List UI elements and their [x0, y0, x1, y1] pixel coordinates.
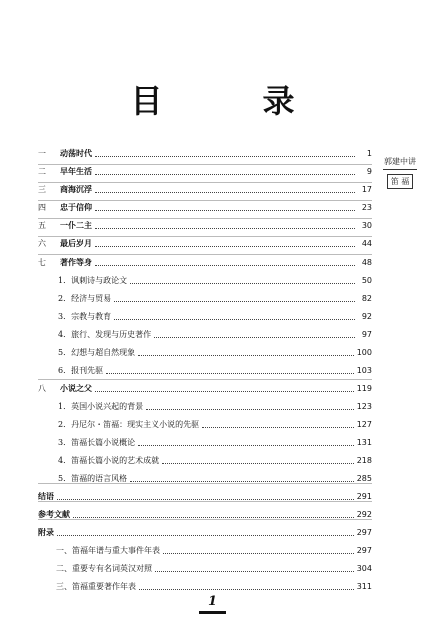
entry-label: 小说之父 — [60, 384, 92, 393]
page-ref: 131 — [356, 438, 372, 447]
toc-entry[interactable] — [38, 233, 372, 250]
toc-entry[interactable] — [38, 161, 372, 178]
entry-label: 早年生活 — [60, 167, 92, 176]
leader-dots — [95, 155, 355, 157]
page-ref: 30 — [361, 221, 372, 230]
leader-dots — [138, 444, 354, 446]
toc-entry[interactable] — [38, 143, 372, 160]
page-ref: 297 — [356, 528, 372, 537]
leader-dots — [95, 191, 355, 193]
leader-dots — [154, 336, 355, 338]
toc-entry[interactable] — [38, 378, 372, 395]
leader-dots — [114, 300, 355, 302]
entry-label: 4．旅行、发现与历史著作 — [58, 330, 152, 339]
entry-label: 5．笛福的语言风格 — [58, 474, 128, 483]
chapter-number: 一 — [38, 149, 46, 158]
entry-label: 1．讽刺诗与政论文 — [58, 276, 128, 285]
entry-label: 6．报刊先驱 — [58, 366, 104, 375]
entry-label: 著作等身 — [60, 258, 92, 267]
leader-dots — [114, 318, 355, 320]
entry-label: 动荡时代 — [60, 149, 92, 158]
toc-entry[interactable] — [38, 215, 372, 232]
page-ref: 218 — [356, 456, 372, 465]
toc-subentry[interactable] — [56, 540, 372, 557]
leader-dots — [95, 390, 354, 392]
toc-entry[interactable] — [38, 179, 372, 196]
page-ref: 123 — [356, 402, 372, 411]
toc-entry[interactable] — [38, 197, 372, 214]
leader-dots — [139, 588, 354, 590]
chapter-number: 三 — [38, 185, 46, 194]
toc-entry[interactable] — [38, 252, 372, 269]
page-ref: 127 — [356, 420, 372, 429]
leader-dots — [95, 245, 355, 247]
toc-subentry[interactable] — [56, 576, 372, 593]
toc-subentry[interactable] — [58, 306, 372, 323]
page-number: 1 — [207, 594, 218, 609]
leader-dots — [95, 227, 355, 229]
page-ref: 1 — [366, 149, 372, 158]
page-ref: 82 — [361, 294, 372, 303]
toc-subentry[interactable] — [58, 288, 372, 305]
page-ref: 291 — [356, 492, 372, 501]
side-tab-author: 笛 福 — [387, 174, 414, 189]
page-ref: 119 — [356, 384, 372, 393]
side-tab — [383, 156, 417, 189]
entry-label: 5．幻想与超自然现象 — [58, 348, 136, 357]
leader-dots — [163, 552, 354, 554]
entry-label: 商海沉浮 — [60, 185, 92, 194]
page-ref: 100 — [356, 348, 372, 357]
toc-entry[interactable] — [38, 486, 372, 503]
page-ref: 285 — [356, 474, 372, 483]
leader-dots — [130, 480, 354, 482]
toc-subentry[interactable] — [58, 414, 372, 431]
page-ref: 92 — [361, 312, 372, 321]
entry-label: 2．经济与贸易 — [58, 294, 112, 303]
entry-label: 4．笛福长篇小说的艺术成就 — [58, 456, 160, 465]
page-ref: 9 — [366, 167, 372, 176]
toc-entry[interactable] — [38, 504, 372, 521]
leader-dots — [162, 462, 354, 464]
page-ref: 17 — [361, 185, 372, 194]
leader-dots — [95, 209, 355, 211]
toc-subentry[interactable] — [58, 360, 372, 377]
toc-subentry[interactable] — [56, 558, 372, 575]
chapter-number: 二 — [38, 167, 46, 176]
page-ref: 103 — [356, 366, 372, 375]
toc-subentry[interactable] — [58, 342, 372, 359]
chapter-number: 六 — [38, 239, 46, 248]
page-ref: 297 — [356, 546, 372, 555]
toc-subentry[interactable] — [58, 468, 372, 485]
chapter-number: 四 — [38, 203, 46, 212]
leader-dots — [73, 516, 354, 518]
toc-entry[interactable] — [38, 522, 372, 539]
page-ref: 44 — [361, 239, 372, 248]
leader-dots — [202, 426, 354, 428]
leader-dots — [57, 498, 354, 500]
entry-label: 忠于信仰 — [60, 203, 92, 212]
entry-label: 2．丹尼尔・笛福：现实主义小说的先驱 — [58, 420, 200, 429]
entry-label: 最后岁月 — [60, 239, 92, 248]
page-ref: 48 — [361, 258, 372, 267]
entry-label: 3．笛福长篇小说概论 — [58, 438, 136, 447]
entry-label: 一仆二主 — [60, 221, 92, 230]
side-tab-series: 郭建中讲 — [384, 157, 416, 166]
leader-dots — [95, 173, 355, 175]
leader-dots — [155, 570, 354, 572]
entry-label: 附录 — [38, 528, 54, 537]
chapter-number: 七 — [38, 258, 46, 267]
toc-subentry[interactable] — [58, 324, 372, 341]
page-title: 目 录 — [130, 82, 329, 120]
leader-dots — [130, 282, 355, 284]
toc-subentry[interactable] — [58, 432, 372, 449]
page-ref: 304 — [356, 564, 372, 573]
leader-dots — [57, 534, 354, 536]
leader-dots — [138, 354, 354, 356]
entry-label: 二、重要专有名词英汉对照 — [56, 564, 152, 573]
page-ref: 23 — [361, 203, 372, 212]
side-tab-line — [383, 169, 417, 170]
leader-dots — [95, 264, 355, 266]
page-ref: 97 — [361, 330, 372, 339]
page-ref: 292 — [356, 510, 372, 519]
page-ref: 50 — [361, 276, 372, 285]
entry-label: 三、笛福重要著作年表 — [56, 582, 136, 591]
leader-dots — [146, 408, 354, 410]
entry-label: 1．英国小说兴起的背景 — [58, 402, 144, 411]
page-ref: 311 — [356, 582, 372, 591]
entry-label: 一、笛福年谱与重大事件年表 — [56, 546, 160, 555]
leader-dots — [106, 372, 354, 374]
chapter-number: 八 — [38, 384, 46, 393]
page-number-bar — [199, 611, 226, 614]
toc-subentry[interactable] — [58, 450, 372, 467]
toc-subentry[interactable] — [58, 396, 372, 413]
chapter-number: 五 — [38, 221, 46, 230]
toc-subentry[interactable] — [58, 270, 372, 287]
entry-label: 3．宗教与教育 — [58, 312, 112, 321]
entry-label: 参考文献 — [38, 510, 70, 519]
entry-label: 结语 — [38, 492, 54, 501]
